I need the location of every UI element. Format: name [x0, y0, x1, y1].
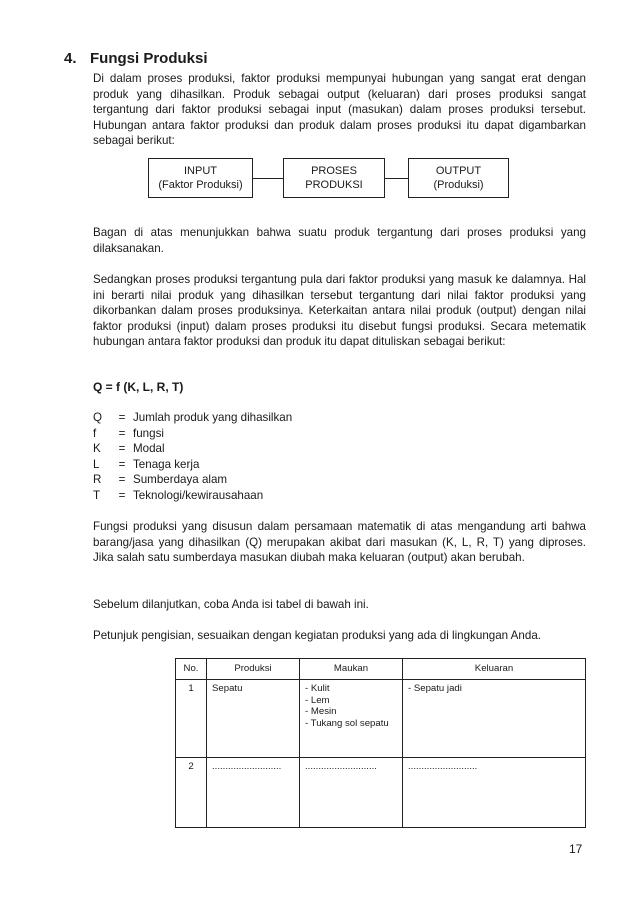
variable-symbol: T: [93, 488, 101, 502]
row-masukan: ...........................: [300, 758, 403, 828]
variable-equals: =: [118, 442, 126, 456]
variable-symbol: f: [93, 426, 97, 440]
process-box-title: PROSES: [311, 165, 357, 177]
variable-row: [93, 441, 292, 457]
variable-equals: =: [118, 473, 126, 487]
variable-description: Sumberdaya alam: [133, 473, 228, 487]
header-keluaran: Keluaran: [403, 659, 586, 680]
variable-symbol: R: [93, 473, 102, 487]
variable-equals: =: [118, 411, 126, 424]
table-header-row: [176, 659, 586, 680]
section-heading: [64, 50, 208, 67]
diagram-explanation: Bagan di atas menunjukkan bahwa suatu produk tergantung dari proses produksi yang dilaksanakan.: [93, 226, 586, 255]
output-box-subtitle: (Produksi): [433, 179, 484, 191]
variable-equals: =: [118, 488, 126, 502]
connector-line-2: [385, 178, 408, 179]
variable-description: Tenaga kerja: [133, 457, 200, 471]
header-no: No.: [176, 659, 207, 680]
variable-symbol: K: [93, 442, 101, 456]
input-box: [148, 158, 253, 198]
variable-list: [93, 410, 292, 504]
section-number: 4.: [64, 50, 77, 67]
intro-paragraph: Di dalam proses produksi, faktor produksi mempunyai hubungan yang sangat erat dengan produk yang dihasilkan. Produk sebagai output (keluaran) dari proses produksi sangat tergantung dari faktor produksi sebagai input (masukan) dalam proses produksi tersebut. Hubungan antara faktor produksi dan produk dalam proses produksi itu dapat digambarkan sebagai berikut:: [93, 72, 586, 148]
masukan-item: - Tukang sol sepatu: [305, 717, 389, 729]
function-meaning-paragraph: Fungsi produksi yang disusun dalam persamaan matematik di atas mengandung arti bahwa barang/jasa yang dihasilkan (Q) merupakan akibat dari masukan (K, L, R, T) yang diproses. Jika salah satu sumberdaya masukan diubah maka keluaran (output) akan berubah.: [93, 520, 586, 565]
connector-line-1: [253, 178, 283, 179]
header-produksi: Produksi: [207, 659, 300, 680]
process-box: [283, 158, 385, 198]
row-masukan: [300, 680, 403, 758]
variable-equals: =: [118, 457, 126, 471]
production-diagram: [148, 158, 509, 202]
variable-row: [93, 472, 292, 488]
variable-row: [93, 488, 292, 504]
table-row: [176, 680, 586, 758]
header-masukan: Maukan: [300, 659, 403, 680]
variable-equals: =: [118, 426, 126, 440]
masukan-item: - Kulit: [305, 683, 330, 694]
production-formula: Q = f (K, L, R, T): [93, 380, 184, 394]
variable-symbol: L: [93, 457, 100, 471]
output-box-title: OUTPUT: [435, 165, 482, 177]
variable-symbol: Q: [93, 411, 103, 424]
input-box-title: INPUT: [184, 165, 217, 177]
row-keluaran: - Sepatu jadi: [403, 680, 586, 758]
variable-row: [93, 410, 292, 426]
variable-description: fungsi: [133, 426, 164, 440]
row-number: 2: [176, 758, 207, 828]
row-produksi: ..........................: [207, 758, 300, 828]
output-box: [408, 158, 509, 198]
before-continue-paragraph: Sebelum dilanjutkan, coba Anda isi tabel di bawah ini.: [93, 598, 369, 611]
variable-description: Teknologi/kewirausahaan: [133, 488, 264, 502]
variable-row: [93, 457, 292, 473]
row-number: 1: [176, 680, 207, 758]
variable-description: Modal: [133, 442, 165, 456]
variable-row: [93, 426, 292, 442]
row-keluaran: ..........................: [403, 758, 586, 828]
exercise-table: [175, 658, 586, 828]
instruction-paragraph: Petunjuk pengisian, sesuaikan dengan kegiatan produksi yang ada di lingkungan Anda.: [93, 629, 541, 642]
variable-description: Jumlah produk yang dihasilkan: [133, 411, 293, 424]
table-row: [176, 758, 586, 828]
masukan-item: - Lem: [305, 694, 330, 706]
row-produksi: Sepatu: [207, 680, 300, 758]
production-function-paragraph: Sedangkan proses produksi tergantung pula dari faktor produksi yang masuk ke dalamnya. Hal ini berarti nilai produk yang dihasilkan tersebut tergantung dari nilai faktor produksi yang dikorbankan dalam proses produksinya. Keterkaitan antara nilai produk (output) dengan nilai faktor produksi (input) dalam proses produksi itu disebut fungsi produksi. Secara metematik hubungan antara faktor produksi dan produk itu dapat dituliskan sebagai berikut:: [93, 273, 586, 349]
page-number: 17: [569, 842, 583, 856]
input-box-subtitle: (Faktor Produksi): [158, 179, 243, 191]
masukan-item: - Mesin: [305, 706, 337, 717]
section-title: Fungsi Produksi: [90, 50, 208, 67]
process-box-subtitle: PRODUKSI: [305, 179, 363, 191]
